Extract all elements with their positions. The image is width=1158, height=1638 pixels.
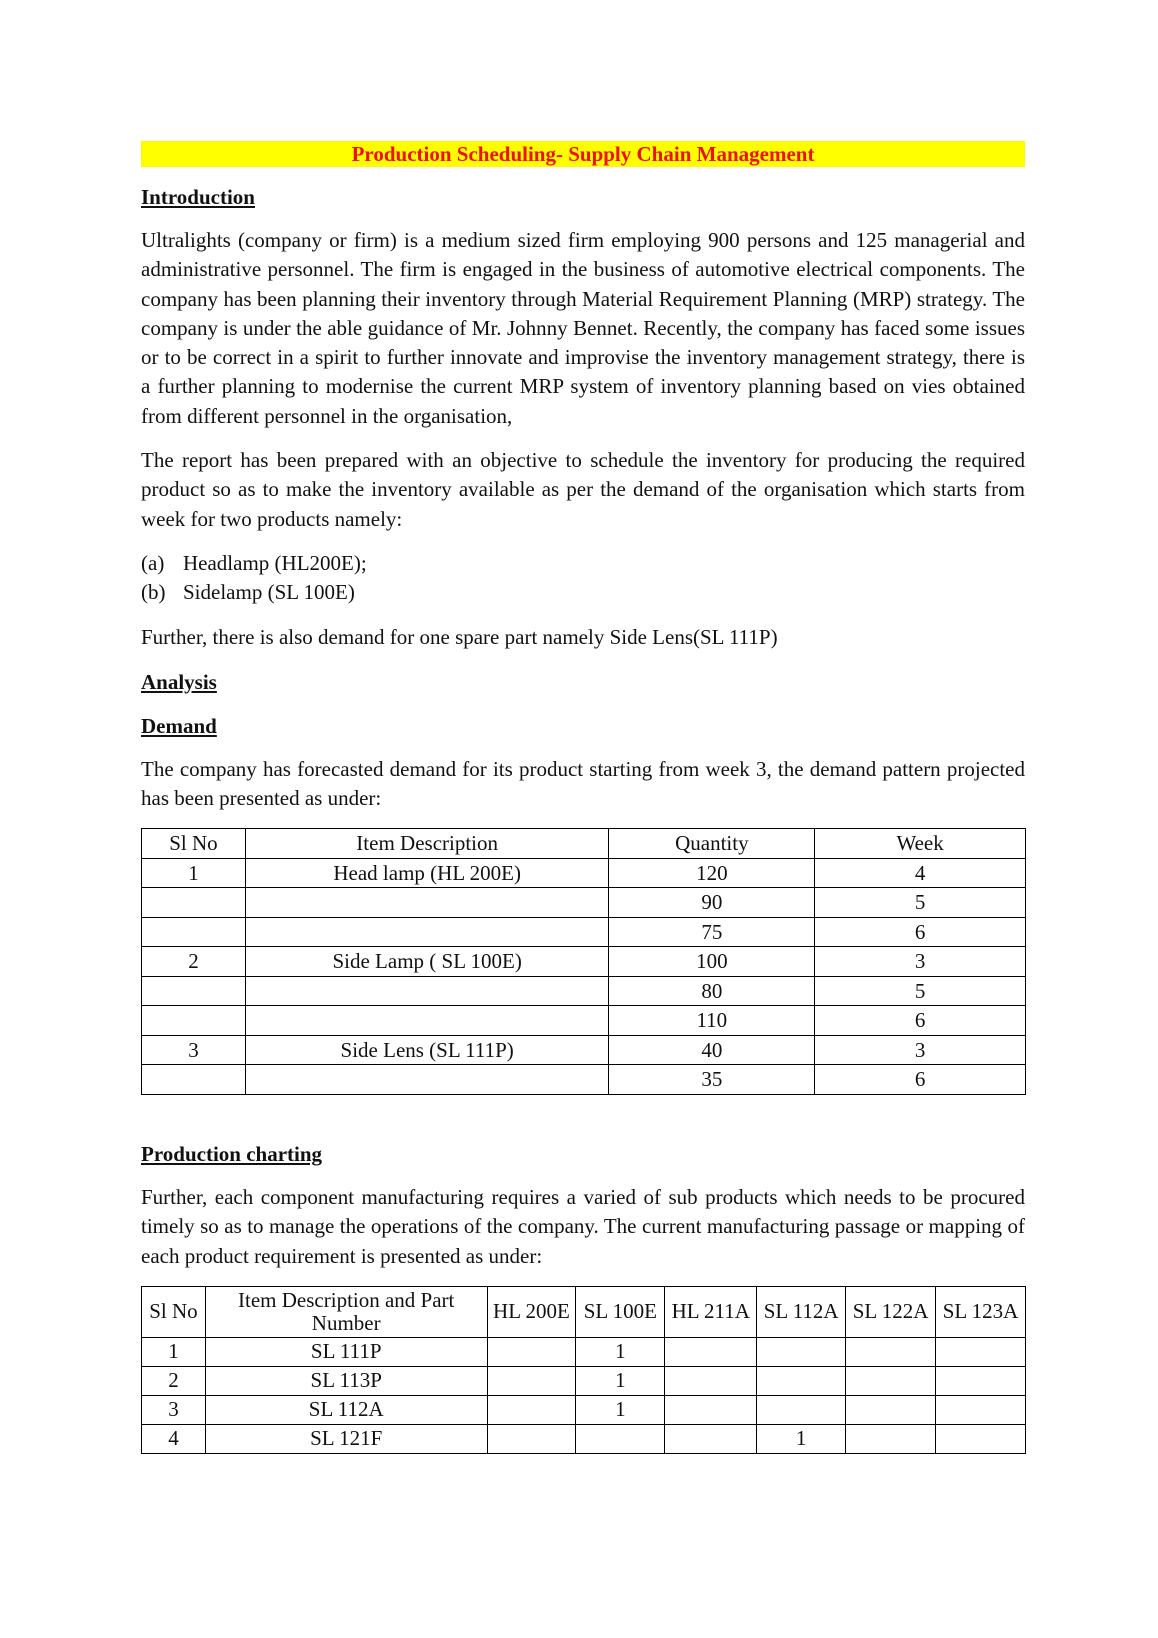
header-cell: SL 100E: [576, 1286, 665, 1337]
table-row: [142, 947, 1026, 977]
table-row: [142, 917, 1026, 947]
header-cell: Item Description and Part Number: [205, 1286, 487, 1337]
table-cell: 110: [609, 1006, 815, 1036]
table-cell: Head lamp (HL 200E): [245, 858, 609, 888]
table-cell: [846, 1337, 936, 1366]
table-cell: [245, 976, 609, 1006]
table-cell: [487, 1366, 576, 1395]
table-row: [142, 1035, 1026, 1065]
demand-heading: Demand: [141, 713, 217, 738]
table-cell: 1: [576, 1337, 665, 1366]
header-cell: Sl No: [142, 1286, 206, 1337]
table-cell: [665, 1395, 757, 1424]
analysis-heading: Analysis: [141, 669, 217, 694]
table-row: [142, 888, 1026, 918]
table-cell: 3: [815, 947, 1026, 977]
introduction-paragraph-2: The report has been prepared with an objective to schedule the inventory for producing the required product so as to make the inventory available as per the demand of the organisation which starts from week for two products namely:: [141, 448, 1025, 531]
document-title: Production Scheduling- Supply Chain Management: [141, 141, 1025, 167]
introduction-paragraph-1: Ultralights (company or firm) is a medium sized firm employing 900 persons and 125 managerial and administrative personnel. The firm is engaged in the business of automotive electrical components. The company has been planning their inventory through Material Requirement Planning (MRP) strategy. The company is under the able guidance of Mr. Johnny Bennet. Recently, the company has faced some issues or to be correct in a spirit to further innovate and improvise the inventory management strategy, there is a further planning to modernise the current MRP system of inventory planning based on vies obtained from different personnel in the organisation,: [141, 228, 1025, 428]
table-header-row: [142, 1286, 1026, 1337]
header-cell: Week: [815, 829, 1026, 859]
table-cell: [665, 1366, 757, 1395]
production-chart-table-body: [142, 1337, 1026, 1453]
header-cell: Quantity: [609, 829, 815, 859]
table-cell: [142, 917, 246, 947]
introduction-paragraph-3: Further, there is also demand for one spare part namely Side Lens(SL 111P): [141, 624, 778, 649]
table-cell: 4: [142, 1424, 206, 1453]
table-cell: 35: [609, 1065, 815, 1095]
table-row: [142, 1395, 1026, 1424]
header-cell: HL 200E: [487, 1286, 576, 1337]
list-item: [141, 549, 1025, 578]
table-cell: 6: [815, 917, 1026, 947]
table-cell: [846, 1395, 936, 1424]
table-cell: [245, 917, 609, 947]
table-cell: [142, 1006, 246, 1036]
header-cell: Sl No: [142, 829, 246, 859]
introduction-heading: Introduction: [141, 185, 255, 209]
table-cell: [846, 1366, 936, 1395]
table-cell: [757, 1366, 846, 1395]
demand-table-body: [142, 858, 1026, 1094]
table-cell: 2: [142, 1366, 206, 1395]
table-cell: [142, 976, 246, 1006]
table-cell: 1: [576, 1366, 665, 1395]
table-cell: 75: [609, 917, 815, 947]
table-cell: Side Lens (SL 111P): [245, 1035, 609, 1065]
table-cell: [936, 1424, 1026, 1453]
table-cell: 4: [815, 858, 1026, 888]
table-cell: 3: [142, 1395, 206, 1424]
table-cell: [245, 888, 609, 918]
table-row: [142, 1424, 1026, 1453]
table-cell: 5: [815, 888, 1026, 918]
document-page: [141, 141, 1025, 1454]
table-cell: SL 113P: [205, 1366, 487, 1395]
table-cell: [245, 1065, 609, 1095]
table-row: [142, 1065, 1026, 1095]
table-cell: [936, 1395, 1026, 1424]
header-cell: SL 123A: [936, 1286, 1026, 1337]
table-cell: 2: [142, 947, 246, 977]
table-cell: SL 111P: [205, 1337, 487, 1366]
table-cell: [936, 1337, 1026, 1366]
table-cell: 6: [815, 1065, 1026, 1095]
product-list: [141, 549, 1025, 608]
table-cell: [245, 1006, 609, 1036]
table-cell: 6: [815, 1006, 1026, 1036]
table-cell: [665, 1337, 757, 1366]
table-row: [142, 1006, 1026, 1036]
table-cell: 100: [609, 947, 815, 977]
table-cell: 90: [609, 888, 815, 918]
table-cell: [487, 1337, 576, 1366]
table-cell: 120: [609, 858, 815, 888]
demand-table: [141, 828, 1026, 1095]
list-text: Headlamp (HL200E);: [183, 550, 367, 575]
table-cell: SL 121F: [205, 1424, 487, 1453]
table-cell: SL 112A: [205, 1395, 487, 1424]
table-header-row: [142, 829, 1026, 859]
table-cell: [142, 888, 246, 918]
table-cell: [936, 1366, 1026, 1395]
table-row: [142, 1366, 1026, 1395]
table-cell: [757, 1395, 846, 1424]
table-cell: [487, 1424, 576, 1453]
table-cell: 1: [142, 1337, 206, 1366]
header-cell: SL 112A: [757, 1286, 846, 1337]
header-cell: HL 211A: [665, 1286, 757, 1337]
table-cell: 80: [609, 976, 815, 1006]
table-row: [142, 1337, 1026, 1366]
table-cell: Side Lamp ( SL 100E): [245, 947, 609, 977]
production-chart-table: [141, 1286, 1026, 1454]
table-cell: 1: [576, 1395, 665, 1424]
header-cell: Item Description: [245, 829, 609, 859]
production-paragraph: Further, each component manufacturing requires a varied of sub products which needs to be procured timely so as to manage the operations of the company. The current manufacturing passage or mapping of each product requirement is presented as under:: [141, 1184, 1025, 1268]
header-cell: SL 122A: [846, 1286, 936, 1337]
table-cell: [665, 1424, 757, 1453]
table-row: [142, 858, 1026, 888]
table-cell: [757, 1337, 846, 1366]
table-cell: 40: [609, 1035, 815, 1065]
table-cell: [846, 1424, 936, 1453]
demand-paragraph: The company has forecasted demand for its product starting from week 3, the demand pattern projected has been presented as under:: [141, 756, 1025, 811]
table-cell: 1: [757, 1424, 846, 1453]
table-cell: 3: [815, 1035, 1026, 1065]
table-cell: 5: [815, 976, 1026, 1006]
table-cell: [487, 1395, 576, 1424]
list-text: Sidelamp (SL 100E): [183, 580, 355, 605]
table-cell: 3: [142, 1035, 246, 1065]
table-cell: [576, 1424, 665, 1453]
list-item: [141, 578, 1025, 607]
production-charting-heading: Production charting: [141, 1141, 323, 1166]
table-cell: 1: [142, 858, 246, 888]
list-marker: (a): [141, 550, 165, 575]
table-row: [142, 976, 1026, 1006]
list-marker: (b): [141, 580, 166, 605]
table-cell: [142, 1065, 246, 1095]
